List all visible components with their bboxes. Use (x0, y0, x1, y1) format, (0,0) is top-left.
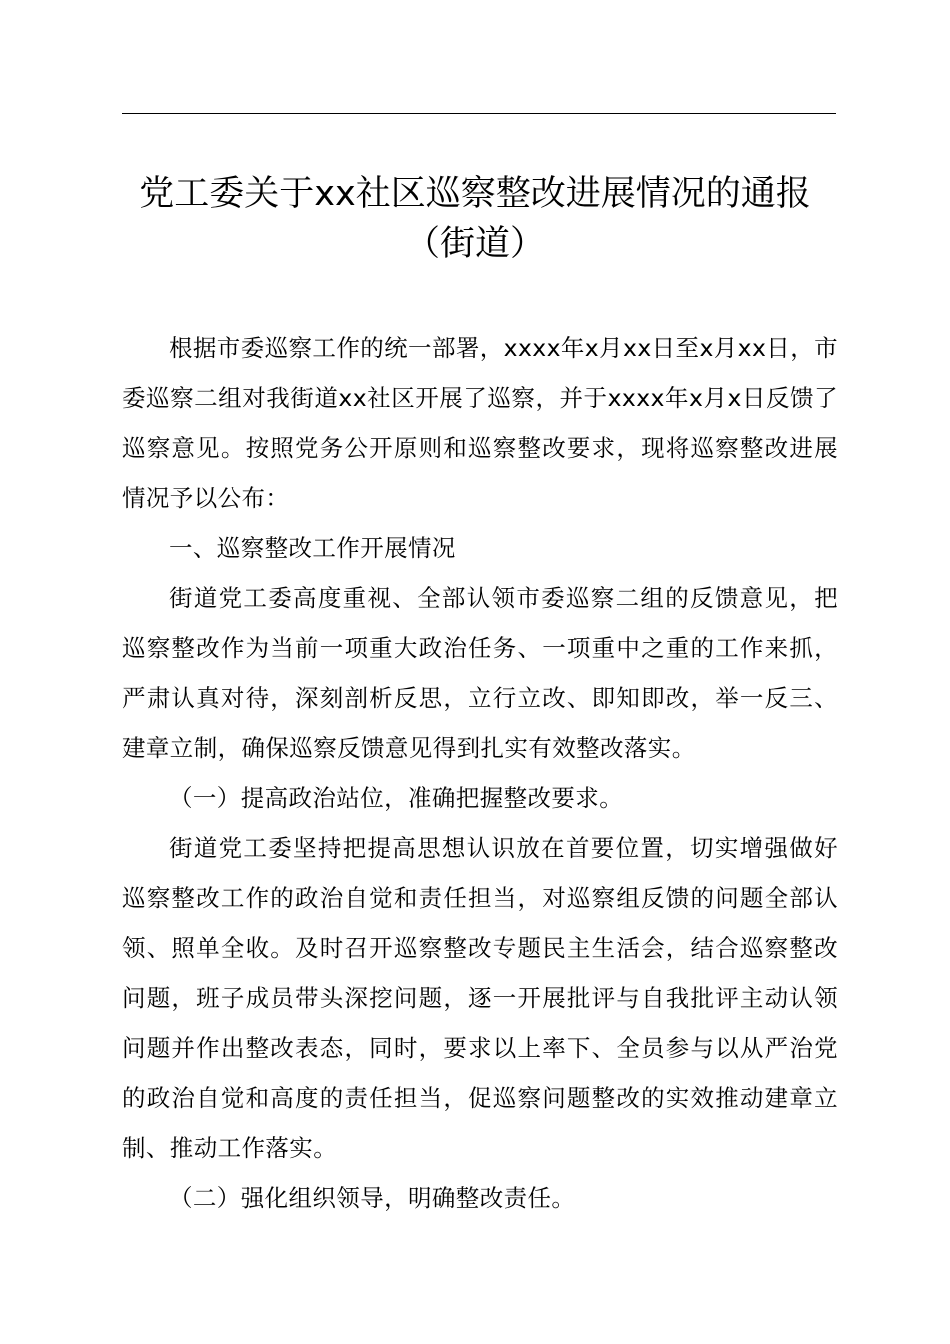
paragraph-intro: 根据市委巡察工作的统一部署，xxxx年x月xx日至x月xx日，市委巡察二组对我街道xx社区开展了巡察，并于xxxx年x月x日反馈了巡察意见。按照党务公开原则和巡察整改要求，现将巡察整改进展情况予以公布： (122, 334, 838, 512)
document-subtitle: （街道） (404, 224, 545, 264)
subsection-heading-1: （一）提高政治站位，准确把握整改要求。 (169, 784, 624, 812)
document-title: 党工委关于xx社区巡察整改进展情况的通报 (139, 174, 811, 214)
document-body (122, 323, 838, 1223)
subsection-heading-2: （二）强化组织领导，明确整改责任。 (169, 1184, 576, 1212)
section-heading-1: 一、巡察整改工作开展情况 (169, 534, 456, 562)
paragraph-subsection-1: 街道党工委坚持把提高思想认识放在首要位置，切实增强做好巡察整改工作的政治自觉和责任担当，对巡察组反馈的问题全部认领、照单全收。及时召开巡察整改专题民主生活会，结合巡察整改问题，班子成员带头深挖问题，逐一开展批评与自我批评主动认领问题并作出整改表态，同时，要求以上率下、全员参与以从严治党的政治自觉和高度的责任担当，促巡察问题整改的实效推动建章立制、推动工作落实。 (122, 834, 838, 1162)
header-rule (122, 113, 836, 114)
paragraph-section-1: 街道党工委高度重视、全部认领市委巡察二组的反馈意见，把巡察整改作为当前一项重大政治任务、一项重中之重的工作来抓，严肃认真对待，深刻剖析反思，立行立改、即知即改，举一反三、建章立制，确保巡察反馈意见得到扎实有效整改落实。 (122, 584, 838, 762)
